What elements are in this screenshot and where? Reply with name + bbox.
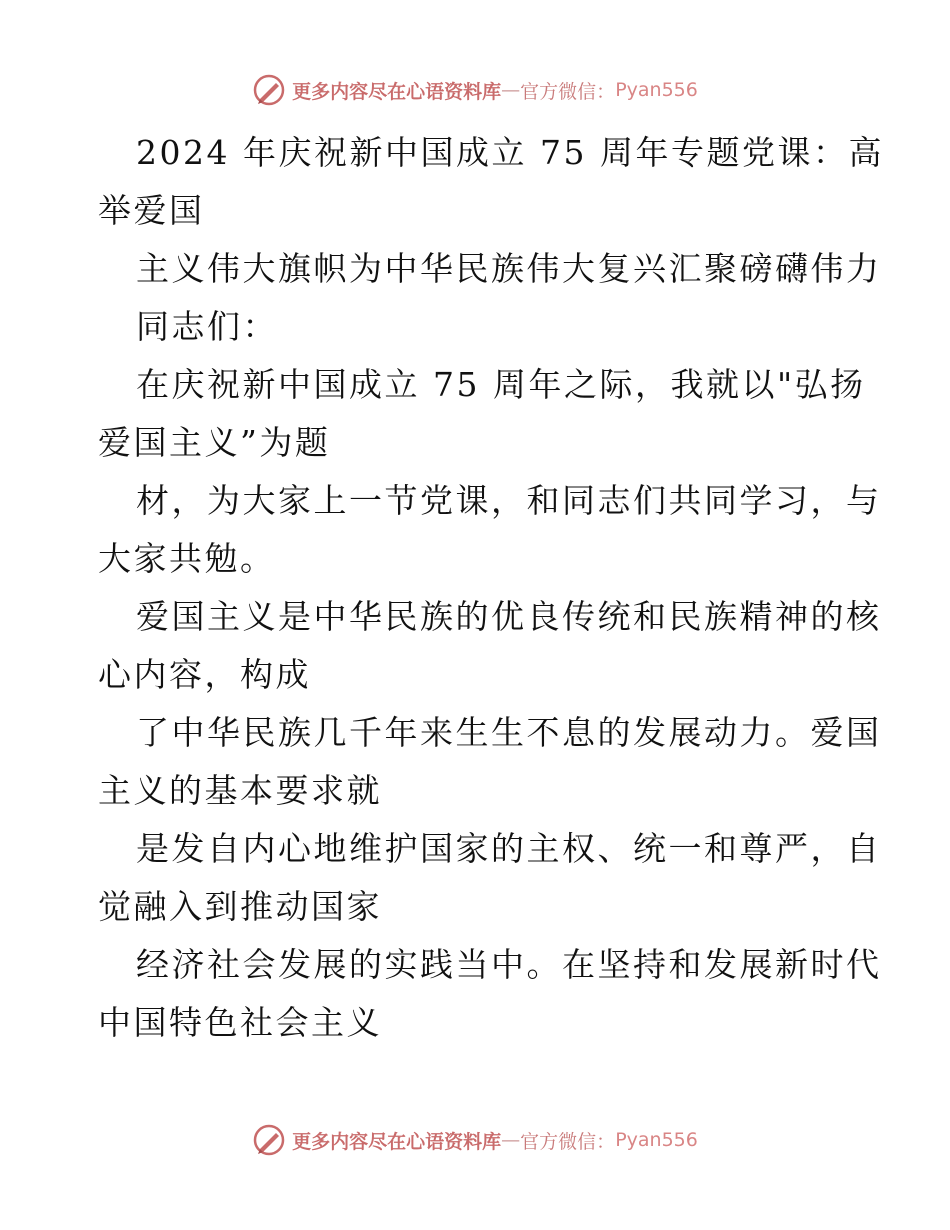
watermark-label: 官方微信：	[520, 1130, 616, 1153]
document-body	[98, 124, 884, 1052]
header-watermark	[0, 70, 950, 110]
text-line: 材，为大家上一节党课，和同志们共同学习，与	[136, 481, 882, 520]
watermark-dash: —	[501, 1129, 521, 1151]
text-line: 爱国主义”为题	[98, 423, 331, 462]
text-line: 了中华民族几千年来生生不息的发展动力。爱国	[136, 713, 882, 752]
watermark-id: Pyan556	[615, 79, 698, 101]
watermark-label: 官方微信：	[520, 80, 616, 103]
text-line: 大家共勉。	[98, 539, 276, 578]
watermark-id: Pyan556	[615, 1129, 698, 1151]
footer-watermark	[0, 1120, 950, 1160]
text-line: 中国特色社会主义	[98, 1003, 382, 1042]
text-line: 是发自内心地维护国家的主权、统一和尊严，自	[136, 829, 882, 868]
text-line: 举爱国	[98, 191, 205, 230]
text-line: 觉融入到推动国家	[98, 887, 382, 926]
text-line: 2024 年庆祝新中国成立 75 周年专题党课：高	[136, 133, 884, 172]
text-line: 在庆祝新中国成立 75 周年之际，我就以"弘扬	[136, 365, 866, 404]
watermark-dash: —	[501, 79, 521, 101]
pen-logo-icon	[252, 1123, 286, 1157]
pen-logo-icon	[252, 73, 286, 107]
text-line: 心内容，构成	[98, 655, 311, 694]
watermark-text: 更多内容尽在心语资料库	[292, 1130, 502, 1153]
text-line: 同志们：	[136, 307, 278, 346]
text-line: 主义伟大旗帜为中华民族伟大复兴汇聚磅礴伟力	[136, 249, 882, 288]
text-line: 爱国主义是中华民族的优良传统和民族精神的核	[136, 597, 882, 636]
watermark-text: 更多内容尽在心语资料库	[292, 80, 502, 103]
text-line: 主义的基本要求就	[98, 771, 382, 810]
text-line: 经济社会发展的实践当中。在坚持和发展新时代	[136, 945, 882, 984]
